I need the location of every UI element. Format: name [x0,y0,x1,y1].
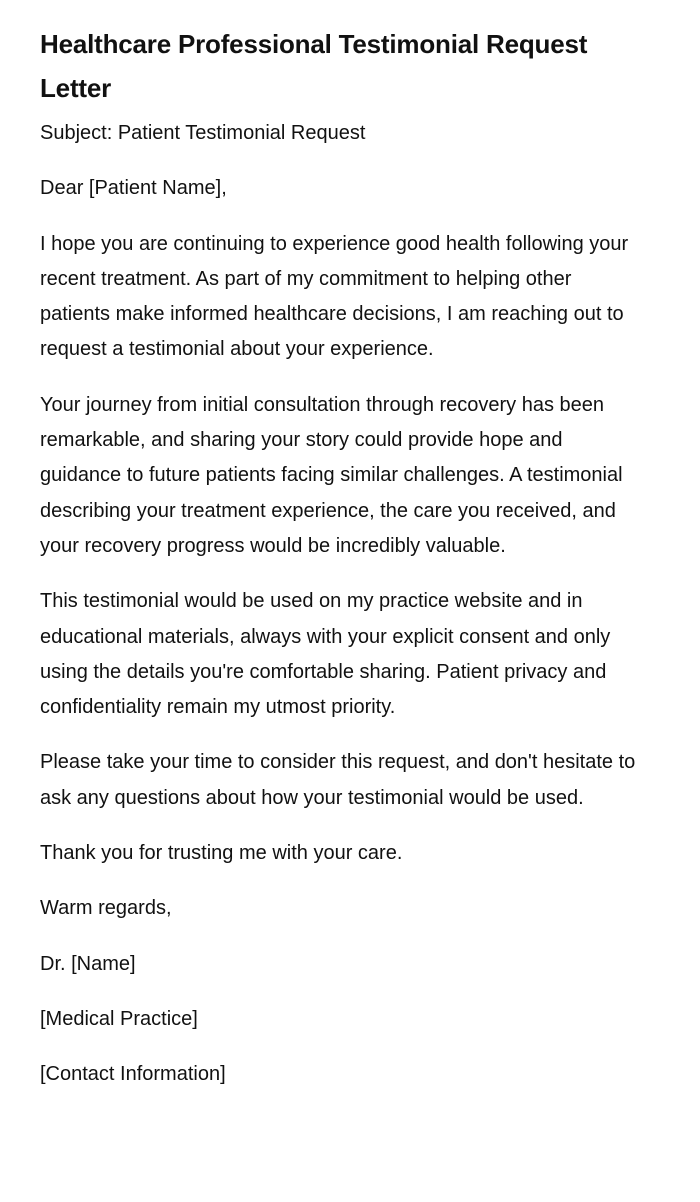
letter-title: Healthcare Professional Testimonial Request Letter [40,29,588,103]
letter-paragraph-usage: This testimonial would be used on my practice website and in educational materials, always with your explicit consent and only using the details you're comfortable sharing. Patient privacy and confidentiality remain my utmost priority. [40,590,611,719]
letter-salutation: Dear [Patient Name], [40,177,227,200]
signature-contact: [Contact Information] [40,1063,226,1086]
letter-paragraph-consider: Please take your time to consider this request, and don't hesitate to ask any questions about how your testimonial would be used. [40,751,636,809]
letter-paragraph-journey: Your journey from initial consultation through recovery has been remarkable, and sharing your story could provide hope and guidance to future patients facing similar challenges. A testimonial describing your treatment experience, the care you received, and your recovery progress would be incredibly valuable. [40,393,623,557]
signature-practice: [Medical Practice] [40,1007,198,1030]
letter-paragraph-intro: I hope you are continuing to experience good health following your recent treatment. As part of my commitment to helping other patients make informed healthcare decisions, I am reaching out to request a testimonial about your experience. [40,232,629,361]
letter-paragraph-thanks: Thank you for trusting me with your care. [40,842,403,865]
letter-closing: Warm regards, [40,897,172,920]
letter-subject: Subject: Patient Testimonial Request [40,122,366,144]
signature-name: Dr. [Name] [40,952,136,975]
